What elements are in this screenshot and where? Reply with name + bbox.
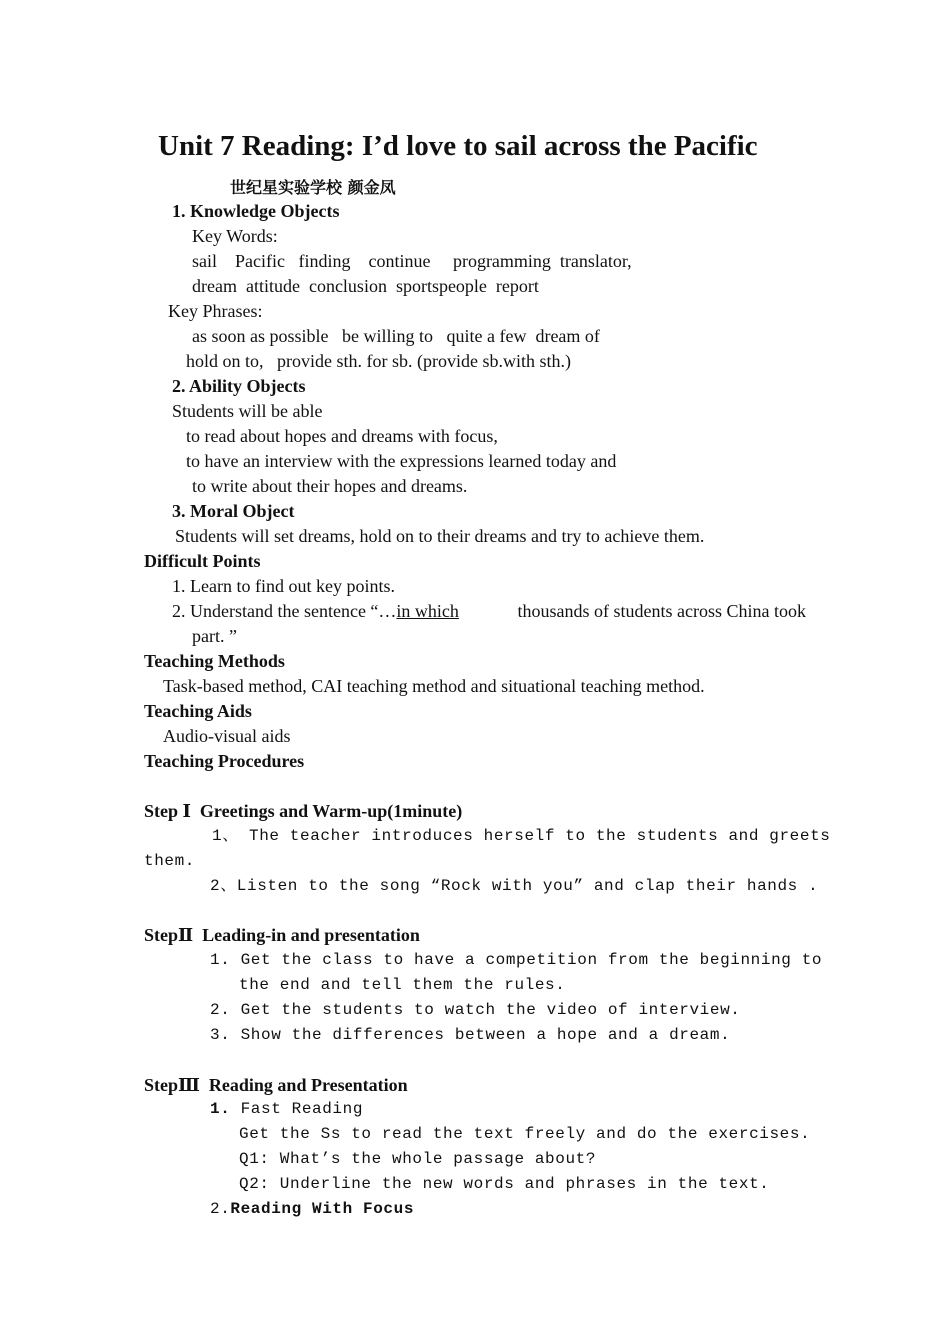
key-phrases-line: as soon as possible be willing to quite a few dream of <box>192 326 600 346</box>
key-words-line: dream attitude conclusion sportspeople report <box>192 276 539 296</box>
ability-line: to write about their hopes and dreams. <box>192 476 468 496</box>
knowledge-heading: 1. Knowledge Objects <box>172 201 340 221</box>
underlined-phrase: in which <box>396 601 459 621</box>
step3-item-line: Get the Ss to read the text freely and do the exercises. <box>239 1125 811 1143</box>
methods-heading: Teaching Methods <box>144 651 285 671</box>
step1-item: 2、Listen to the song “Rock with you” and clap their hands . <box>210 877 819 895</box>
moral-heading: 3. Moral Object <box>172 501 295 521</box>
step3-item-number: 1. <box>210 1100 231 1118</box>
step2-item-cont: the end and tell them the rules. <box>239 976 566 994</box>
difficult-point: 1. Learn to find out key points. <box>172 576 395 596</box>
step3-question: Q1: What’s the whole passage about? <box>239 1150 597 1168</box>
sentence-lead: 2. Understand the sentence “… <box>172 601 397 621</box>
step1-item: 1、 The teacher introduces herself to the students and greets <box>212 827 831 845</box>
moral-text: Students will set dreams, hold on to their dreams and try to achieve them. <box>175 526 705 546</box>
methods-text: Task-based method, CAI teaching method and situational teaching method. <box>163 676 705 696</box>
aids-text: Audio-visual aids <box>163 726 291 746</box>
step2-item: 1. Get the class to have a competition from the beginning to <box>210 951 823 969</box>
step3-item-number: 2. <box>210 1200 231 1218</box>
key-words-line: sail Pacific finding continue programming translator, <box>192 251 632 271</box>
step3-item <box>210 1197 414 1222</box>
step3-heading: StepⅢ Reading and Presentation <box>144 1075 408 1095</box>
key-phrases-label: Key Phrases: <box>168 301 263 321</box>
step1-item-cont: them. <box>144 852 196 870</box>
procedures-heading: Teaching Procedures <box>144 751 305 771</box>
step3-question: Q2: Underline the new words and phrases in the text. <box>239 1175 770 1193</box>
step2-heading: StepⅡ Leading-in and presentation <box>144 925 420 945</box>
difficult-heading: Difficult Points <box>144 551 261 571</box>
step3-item-title: Fast Reading <box>240 1100 364 1118</box>
difficult-point <box>172 599 806 624</box>
sentence-tail: thousands of students across China took <box>513 601 806 621</box>
step3-item <box>210 1097 363 1122</box>
step1-heading: Step Ⅰ Greetings and Warm-up(1minute) <box>144 801 463 821</box>
author-line: 世纪星实验学校 颜金凤 <box>230 178 396 197</box>
step3-item-title: Reading With Focus <box>230 1200 415 1218</box>
step2-item: 3. Show the differences between a hope and a dream. <box>210 1026 731 1044</box>
ability-heading: 2. Ability Objects <box>172 376 306 396</box>
ability-line: to read about hopes and dreams with focus, <box>186 426 498 446</box>
ability-line: to have an interview with the expressions learned today and <box>186 451 617 471</box>
step2-item: 2. Get the students to watch the video of interview. <box>210 1001 741 1019</box>
difficult-point-cont: part. ” <box>192 626 237 646</box>
aids-heading: Teaching Aids <box>144 701 252 721</box>
key-phrases-line: hold on to, provide sth. for sb. (provide sb.with sth.) <box>186 351 571 371</box>
ability-intro: Students will be able <box>172 401 323 421</box>
document-title: Unit 7 Reading: I’d love to sail across the Pacific <box>158 130 758 162</box>
key-words-label: Key Words: <box>192 226 278 246</box>
